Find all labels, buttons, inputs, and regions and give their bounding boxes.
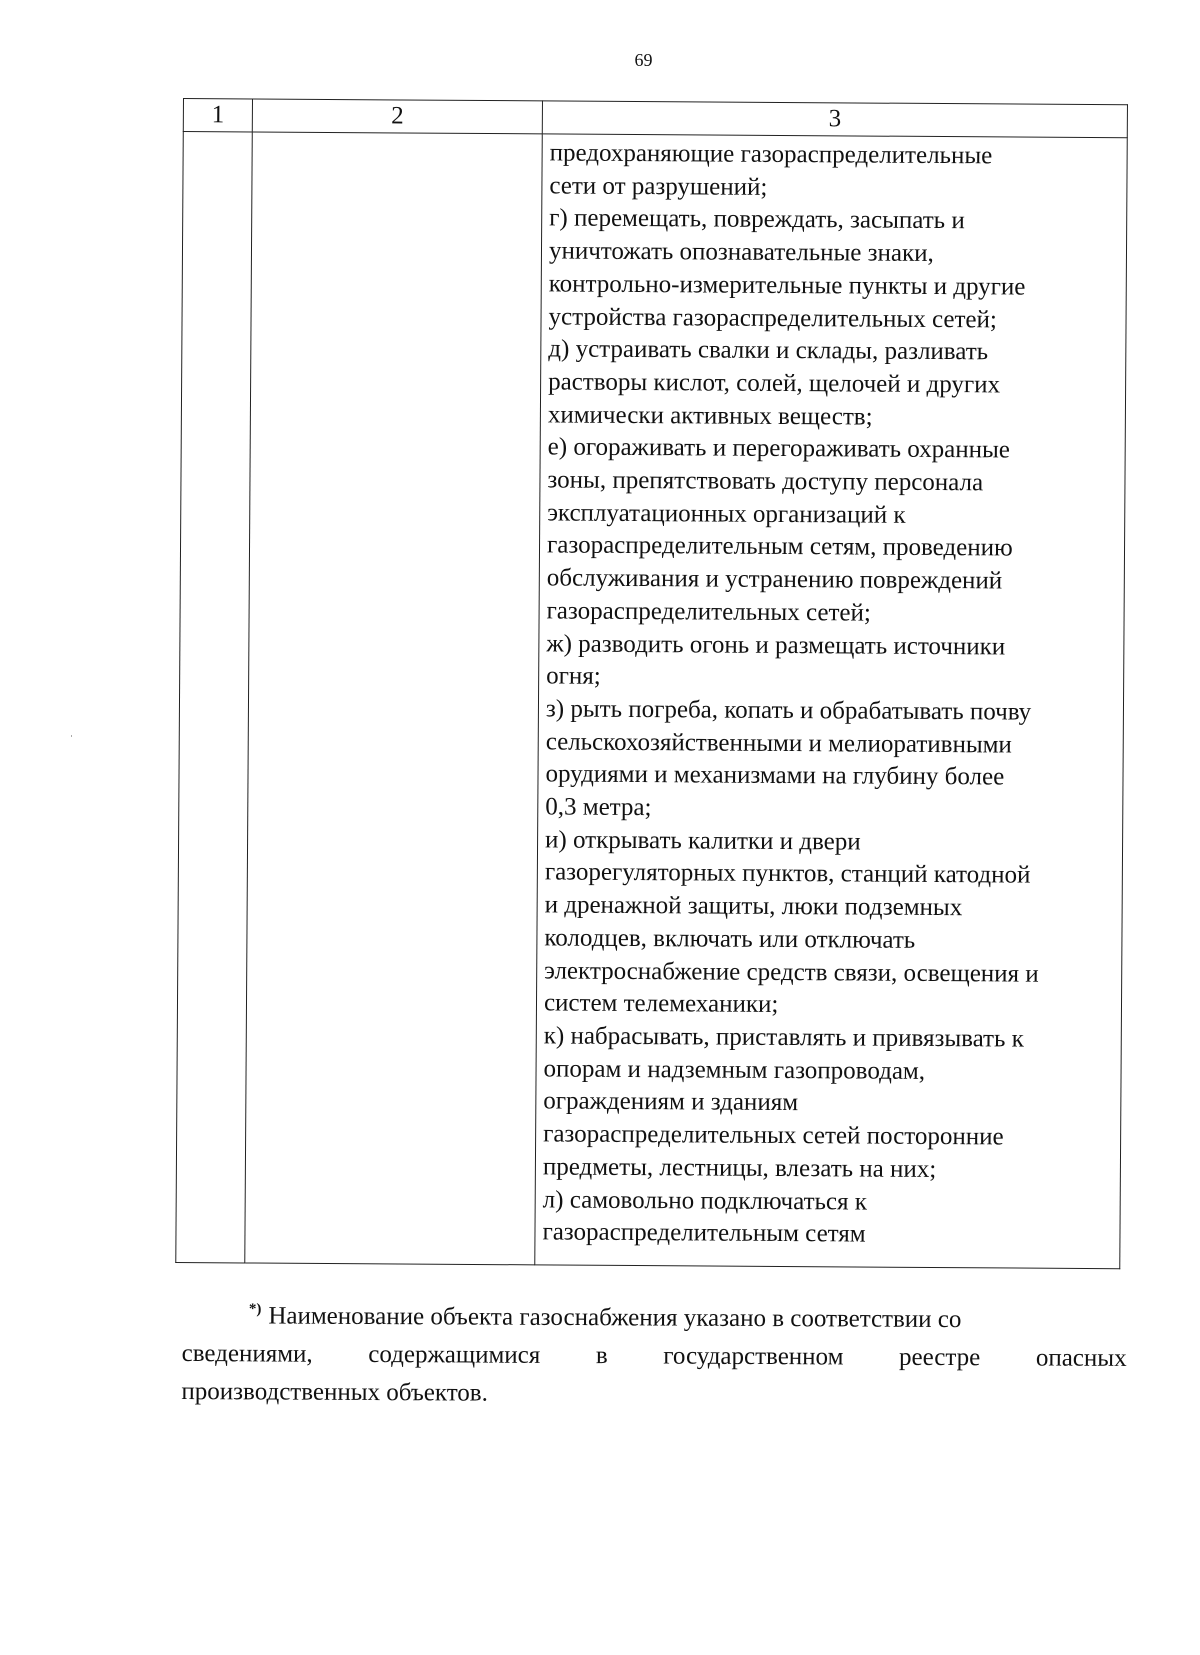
cell-text-line: устройства газораспределительных сетей; bbox=[548, 302, 997, 333]
cell-col-3-text bbox=[535, 134, 1126, 1253]
document-table bbox=[175, 98, 1128, 1269]
cell-text-line: систем телемеханики; bbox=[543, 989, 779, 1019]
cell-text-line: растворы кислот, солей, щелочей и других bbox=[548, 368, 1001, 399]
cell-text-line: электроснабжение средств связи, освещения и bbox=[544, 956, 1039, 988]
footnote-line-3: производственных объектов. bbox=[181, 1377, 488, 1407]
header-col-1: 1 bbox=[183, 99, 252, 132]
cell-col-1 bbox=[176, 132, 252, 1263]
cell-text-line: колодцев, включать или отключать bbox=[544, 924, 916, 954]
cell-text-line: газораспределительным сетям bbox=[542, 1218, 866, 1248]
cell-text-line: сети от разрушений; bbox=[549, 172, 768, 201]
cell-col-3 bbox=[535, 134, 1127, 1269]
cell-text-line: предохраняющие газораспределительные bbox=[549, 139, 993, 170]
cell-text-line: газораспределительным сетям, проведению bbox=[546, 531, 1013, 562]
footnote bbox=[181, 1290, 1127, 1416]
footnote-line-1 bbox=[182, 1290, 1127, 1340]
footnote-word: государственном bbox=[663, 1342, 844, 1371]
cell-text-line: зоны, препятствовать доступу персонала bbox=[547, 466, 984, 497]
cell-text-line: л) самовольно подключаться к bbox=[542, 1185, 868, 1216]
header-col-2: 2 bbox=[252, 99, 542, 134]
cell-text-line: ж) разводить огонь и размещать источники bbox=[546, 629, 1006, 661]
footnote-marker: *) bbox=[248, 1301, 262, 1318]
cell-text-line: предметы, лестницы, влезать на них; bbox=[542, 1153, 937, 1183]
cell-text-line: е) огораживать и перегораживать охранные bbox=[547, 433, 1011, 464]
footnote-word: сведениями, bbox=[181, 1339, 313, 1368]
footnote-word: опасных bbox=[1035, 1344, 1127, 1372]
footnote-word: в bbox=[595, 1342, 608, 1370]
cell-text-line: ограждениям и зданиям bbox=[543, 1087, 799, 1117]
cell-text-line: г) перемещать, повреждать, засыпать и bbox=[549, 204, 965, 235]
footnote-line-1-text: Наименование объекта газоснабжения указано в соответствии со bbox=[268, 1302, 962, 1334]
footnote-word: реестре bbox=[898, 1343, 981, 1372]
cell-text-line: опорам и надземным газопроводам, bbox=[543, 1055, 926, 1085]
cell-text-line: газорегуляторных пунктов, станций катодной bbox=[544, 858, 1031, 890]
cell-text-line: химически активных веществ; bbox=[547, 401, 873, 431]
cell-text-line: з) рыть погреба, копать и обрабатывать почву bbox=[545, 695, 1032, 726]
table-row bbox=[176, 132, 1127, 1269]
cell-text-line: и дренажной защиты, люки подземных bbox=[544, 891, 963, 922]
cell-text-line: эксплуатационных организаций к bbox=[547, 499, 906, 529]
cell-text-line: газораспределительных сетей посторонние bbox=[543, 1120, 1004, 1151]
cell-text-line: уничтожать опознавательные знаки, bbox=[548, 237, 934, 268]
cell-text-line: и) открывать калитки и двери bbox=[544, 826, 861, 856]
header-col-3: 3 bbox=[542, 101, 1127, 138]
page-number: 69 bbox=[634, 50, 653, 70]
cell-text-line: к) набрасывать, приставлять и привязывать к bbox=[543, 1022, 1024, 1053]
cell-text-line: 0,3 метра; bbox=[545, 793, 652, 822]
cell-text-line: обслуживания и устранению повреждений bbox=[546, 564, 1003, 595]
scan-artifact bbox=[71, 735, 72, 737]
cell-col-2 bbox=[245, 132, 542, 1265]
cell-text-line: контрольно-измерительные пункты и другие bbox=[548, 270, 1026, 301]
cell-text-line: д) устраивать свалки и склады, разливать bbox=[548, 335, 989, 366]
cell-text-line: газораспределительных сетей; bbox=[546, 597, 871, 627]
cell-text-line: сельскохозяйственными и мелиоративными bbox=[545, 728, 1012, 759]
footnote-word: содержащимися bbox=[368, 1340, 541, 1369]
cell-text-line: орудиями и механизмами на глубину более bbox=[545, 760, 1005, 791]
cell-text-line: огня; bbox=[546, 662, 601, 691]
footnote-line-2 bbox=[182, 1335, 1127, 1378]
